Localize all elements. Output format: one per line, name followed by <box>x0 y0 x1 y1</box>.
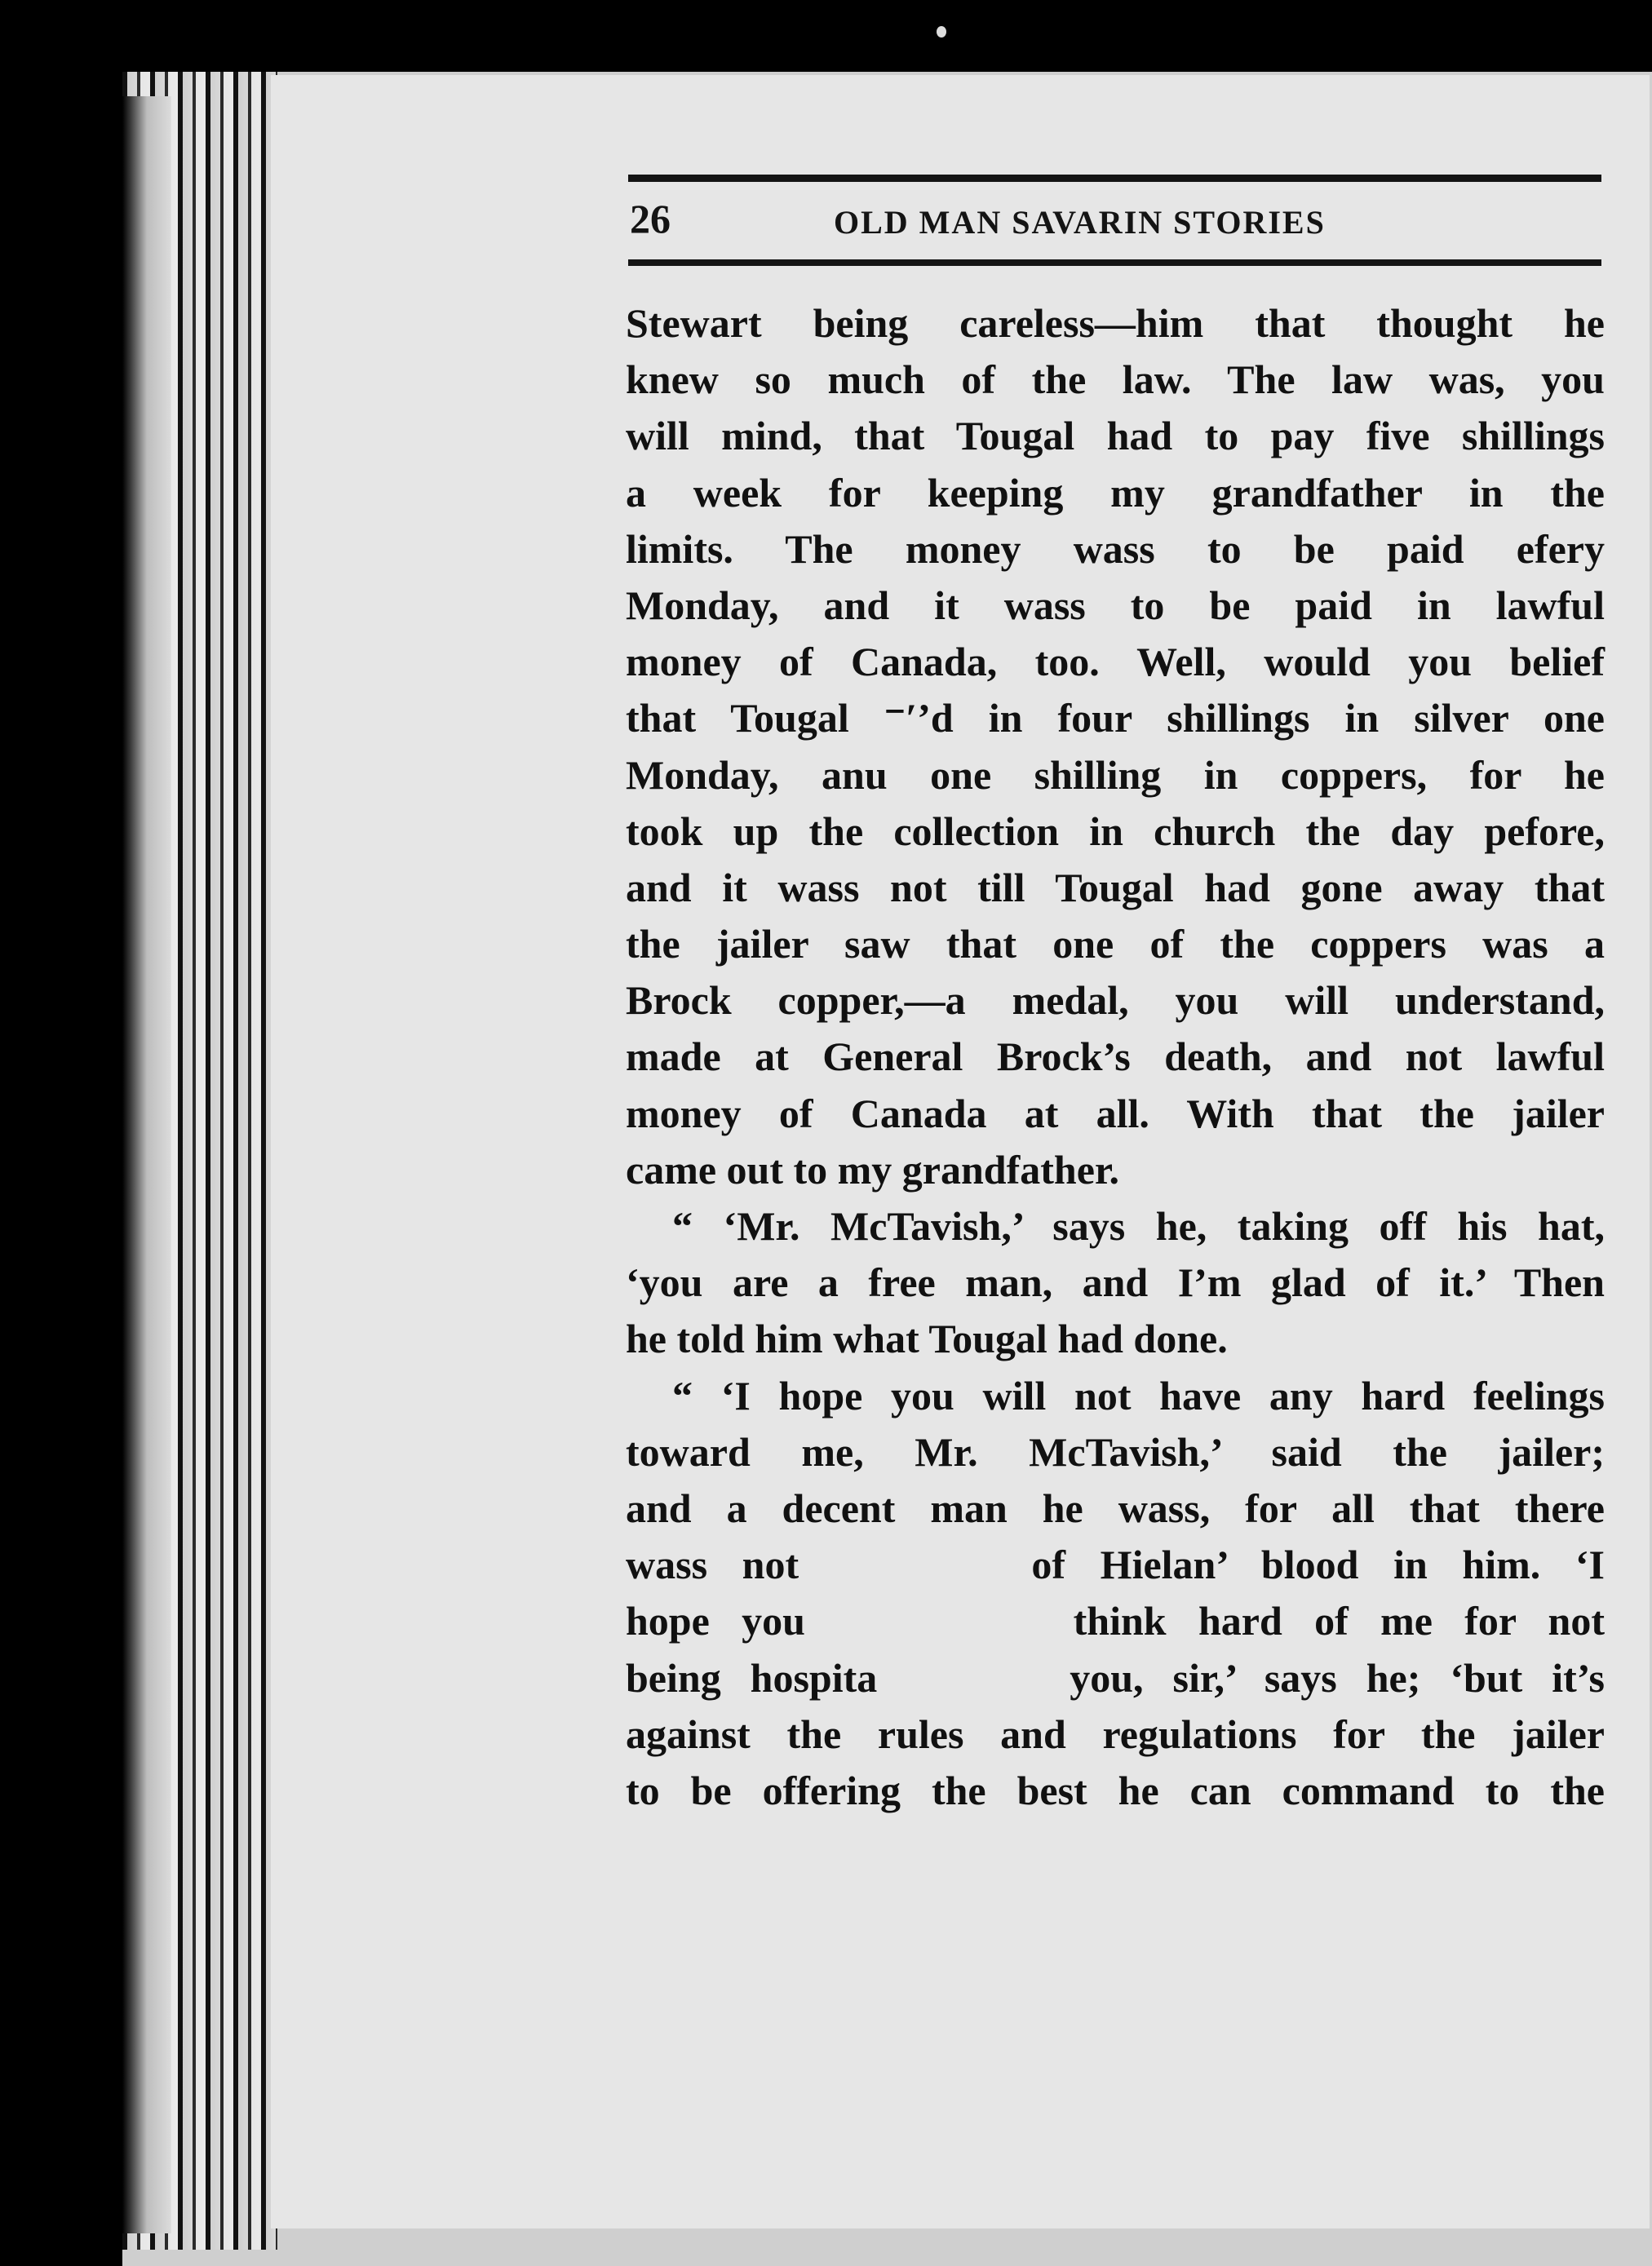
text-line: wass not of Hielan’ blood in him. ‘I <box>626 1542 1605 1588</box>
text-line: ‘you are a free man, and I’m glad of it.’ Then <box>626 1259 1605 1306</box>
text-line: against the rules and regulations for the jailer <box>626 1711 1605 1757</box>
text-line: Brock copper,—a medal, you will understand, <box>626 977 1605 1024</box>
header-rule-bottom <box>628 259 1601 266</box>
text-line: Monday, and it wass to be paid in lawful <box>626 582 1605 628</box>
dust-speck <box>937 26 946 38</box>
text-line: came out to my grandfather. <box>626 1146 1120 1193</box>
text-line: Stewart being careless—him that thought he <box>626 300 1605 346</box>
text-line: hope you think hard of me for not <box>626 1598 1605 1644</box>
header-rule-top <box>628 175 1601 182</box>
text-line: he told him what Tougal had done. <box>626 1316 1228 1362</box>
text-line: being hospita you, sir,’ says he; ‘but it’s <box>626 1654 1605 1701</box>
text-line: and it wass not till Tougal had gone away that <box>626 864 1605 910</box>
text-line: money of Canada, too. Well, would you belief <box>626 639 1605 685</box>
text-line: limits. The money wass to be paid efery <box>626 525 1605 572</box>
text-line: the jailer saw that one of the coppers was a <box>626 921 1605 967</box>
text-line: “ ‘Mr. McTavish,’ says he, taking off his hat, <box>672 1203 1605 1249</box>
book-spine-shadow <box>122 96 171 2233</box>
text-line: took up the collection in church the day pefore, <box>626 808 1605 854</box>
text-line: made at General Brock’s death, and not lawful <box>626 1033 1605 1080</box>
page-number: 26 <box>630 196 671 241</box>
text-line: a week for keeping my grandfather in the <box>626 469 1605 516</box>
text-line: knew so much of the law. The law was, you <box>626 356 1605 403</box>
text-line: money of Canada at all. With that the jailer <box>626 1090 1605 1136</box>
text-line: toward me, Mr. McTavish,’ said the jailer; <box>626 1428 1605 1475</box>
text-line: and a decent man he wass, for all that there <box>626 1485 1605 1531</box>
text-line: that Tougal ⁻′ʼd in four shillings in silver one <box>626 695 1605 741</box>
text-line: will mind, that Tougal had to pay five shillings <box>626 413 1605 459</box>
text-line: “ ‘I hope you will not have any hard feelings <box>672 1372 1605 1418</box>
running-head-title: OLD MAN SAVARIN STORIES <box>834 204 1326 241</box>
text-line: Monday, anu one shilling in coppers, for he <box>626 751 1605 798</box>
text-line: to be offering the best he can command to the <box>626 1767 1605 1813</box>
body-text <box>626 295 1605 1819</box>
